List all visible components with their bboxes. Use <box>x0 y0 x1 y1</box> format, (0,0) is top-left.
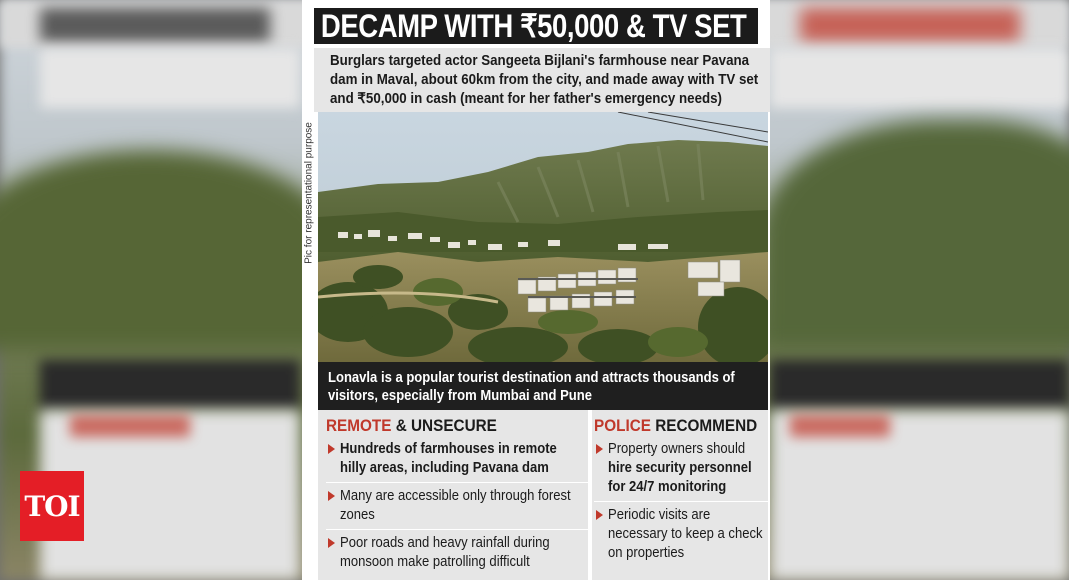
bullet-point: Poor roads and heavy rainfall during monsoon make patrolling difficult <box>326 534 588 576</box>
toi-logo-text: TOI <box>24 489 80 523</box>
bullet-point: Property owners should hire security personnel for 24/7 monitoring <box>594 440 768 502</box>
red-arrow-icon <box>328 491 335 501</box>
info-panel <box>318 410 768 580</box>
red-arrow-icon <box>328 444 335 454</box>
remote-unsecure-column <box>326 416 588 576</box>
police-recommend-heading: POLICE RECOMMEND <box>594 416 758 435</box>
red-arrow-icon <box>596 444 603 454</box>
column-divider <box>588 410 592 580</box>
intro-box <box>314 48 770 112</box>
photo-caption-text: Lonavla is a popular tourist destination and attracts thousands of visitors, especially from Mumbai and Pune <box>328 370 735 404</box>
bullet-point: Periodic visits are necessary to keep a check on properties <box>594 506 768 567</box>
photo-credit-text: Pic for representational purpose <box>303 122 315 264</box>
police-recommend-column <box>594 416 768 567</box>
photo-credit <box>302 118 316 268</box>
toi-logo[interactable] <box>20 471 84 541</box>
news-graphic <box>302 0 770 580</box>
graphic-title-bar <box>314 8 758 44</box>
red-arrow-icon <box>596 510 603 520</box>
graphic-title: DECAMP WITH ₹50,000 & TV SET <box>320 8 747 44</box>
photo-caption <box>318 362 768 410</box>
bullet-point: Hundreds of farmhouses in remote hilly areas, including Pavana dam <box>326 440 588 483</box>
bullet-point: Many are accessible only through forest zones <box>326 487 588 530</box>
remote-unsecure-heading: REMOTE & UNSECURE <box>326 416 497 435</box>
landscape-photo <box>318 112 768 362</box>
red-arrow-icon <box>328 538 335 548</box>
intro-text: Burglars targeted actor Sangeeta Bijlani's farmhouse near Pavana dam in Maval, about 60km from the city, and made away with TV set and ₹50,000 in cash (meant for her father's emergency needs) <box>330 53 759 107</box>
